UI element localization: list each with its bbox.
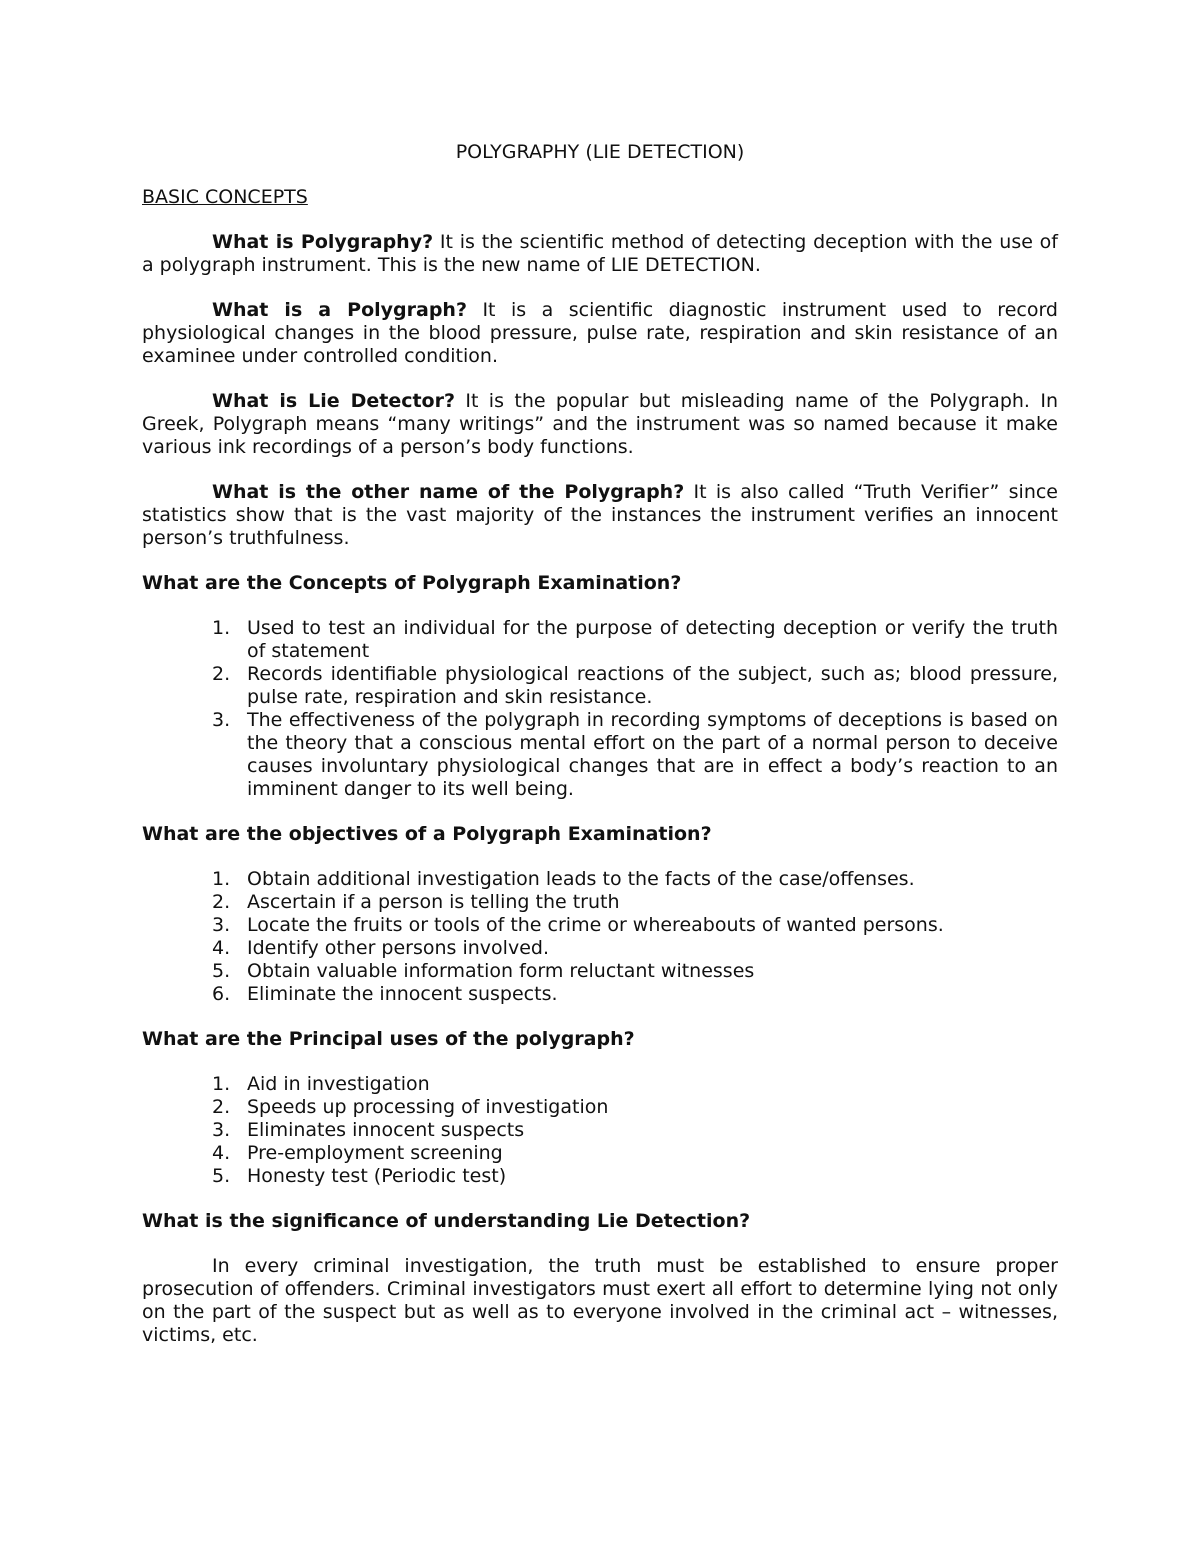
list-item xyxy=(142,709,1058,801)
list-number: 4. xyxy=(212,937,231,959)
list-number: 4. xyxy=(212,1142,231,1164)
definition-answer: It is the popular but misleading name of the Polygraph. In Greek, Polygraph means “many writings” and the instrument was so named because it make various ink recordings of a person’s body functions. xyxy=(142,390,1058,458)
definition-question: What is a Polygraph? xyxy=(212,299,467,321)
list-text: Honesty test (Periodic test) xyxy=(247,1165,507,1187)
significance-paragraph: In every criminal investigation, the truth must be established to ensure proper prosecution of offenders. Criminal investigators must exert all effort to determine lying not only on the part of the suspect but as well as to everyone involved in the criminal act – witnesses, victims, etc. xyxy=(142,1255,1058,1346)
list-number: 1. xyxy=(212,617,231,639)
list-item xyxy=(142,868,1058,891)
definition-answer: It is a scientific diagnostic instrument used to record physiological changes in the blood pressure, pulse rate, respiration and skin resistance of an examinee under controlled condition. xyxy=(142,299,1058,367)
list-text: Aid in investigation xyxy=(247,1073,430,1095)
list-item xyxy=(142,914,1058,937)
list-item xyxy=(142,1142,1058,1165)
definition-other-name xyxy=(142,481,1058,550)
list-item xyxy=(142,1096,1058,1119)
list-number: 5. xyxy=(212,960,231,982)
definition-polygraphy xyxy=(142,231,1058,277)
list-number: 3. xyxy=(212,914,231,936)
list-number: 6. xyxy=(212,983,231,1005)
document-title: POLYGRAPHY (LIE DETECTION) xyxy=(455,141,745,163)
uses-heading: What are the Principal uses of the polygraph? xyxy=(142,1028,635,1050)
list-item xyxy=(142,937,1058,960)
significance-heading: What is the significance of understanding Lie Detection? xyxy=(142,1210,751,1232)
document-page xyxy=(142,141,1058,1347)
list-text: Ascertain if a person is telling the truth xyxy=(247,891,620,913)
list-number: 5. xyxy=(212,1165,231,1187)
definition-answer: It is the scientific method of detecting deception with the use of a polygraph instrument. This is the new name of LIE DETECTION. xyxy=(142,231,1058,276)
list-text: Eliminates innocent suspects xyxy=(247,1119,525,1141)
concepts-list xyxy=(142,617,1058,801)
list-text: Obtain valuable information form reluctant witnesses xyxy=(247,960,755,982)
list-text: Locate the fruits or tools of the crime or whereabouts of wanted persons. xyxy=(247,914,944,936)
definition-question: What is the other name of the Polygraph? xyxy=(212,481,685,503)
objectives-heading: What are the objectives of a Polygraph Examination? xyxy=(142,823,712,845)
list-text: Records identifiable physiological reactions of the subject, such as; blood pressure, pulse rate, respiration and skin resistance. xyxy=(247,663,1058,708)
list-text: Pre-employment screening xyxy=(247,1142,503,1164)
list-text: Obtain additional investigation leads to the facts of the case/offenses. xyxy=(247,868,915,890)
list-number: 2. xyxy=(212,1096,231,1118)
list-text: Used to test an individual for the purpose of detecting deception or verify the truth of statement xyxy=(247,617,1058,662)
list-text: The effectiveness of the polygraph in recording symptoms of deceptions is based on the theory that a conscious mental effort on the part of a normal person to deceive causes involuntary physiological changes that are in effect a body’s reaction to an imminent danger to its well being. xyxy=(247,709,1058,800)
definition-lie-detector xyxy=(142,390,1058,459)
concepts-heading: What are the Concepts of Polygraph Examination? xyxy=(142,572,682,594)
uses-list xyxy=(142,1073,1058,1188)
list-text: Identify other persons involved. xyxy=(247,937,549,959)
list-number: 2. xyxy=(212,663,231,685)
list-number: 1. xyxy=(212,868,231,890)
definition-answer: It is also called “Truth Verifier” since statistics show that is the vast majority of the instances the instrument verifies an innocent person’s truthfulness. xyxy=(142,481,1058,549)
list-number: 1. xyxy=(212,1073,231,1095)
definition-question: What is Polygraphy? xyxy=(212,231,434,253)
list-item xyxy=(142,960,1058,983)
list-number: 3. xyxy=(212,1119,231,1141)
list-number: 2. xyxy=(212,891,231,913)
list-item xyxy=(142,1165,1058,1188)
list-item xyxy=(142,891,1058,914)
definition-question: What is Lie Detector? xyxy=(212,390,455,412)
list-item xyxy=(142,983,1058,1006)
list-item xyxy=(142,1073,1058,1096)
list-item xyxy=(142,617,1058,663)
list-item xyxy=(142,663,1058,709)
list-number: 3. xyxy=(212,709,231,731)
list-text: Eliminate the innocent suspects. xyxy=(247,983,558,1005)
list-item xyxy=(142,1119,1058,1142)
definition-polygraph xyxy=(142,299,1058,368)
objectives-list xyxy=(142,868,1058,1006)
list-text: Speeds up processing of investigation xyxy=(247,1096,609,1118)
section-heading: BASIC CONCEPTS xyxy=(142,186,308,208)
